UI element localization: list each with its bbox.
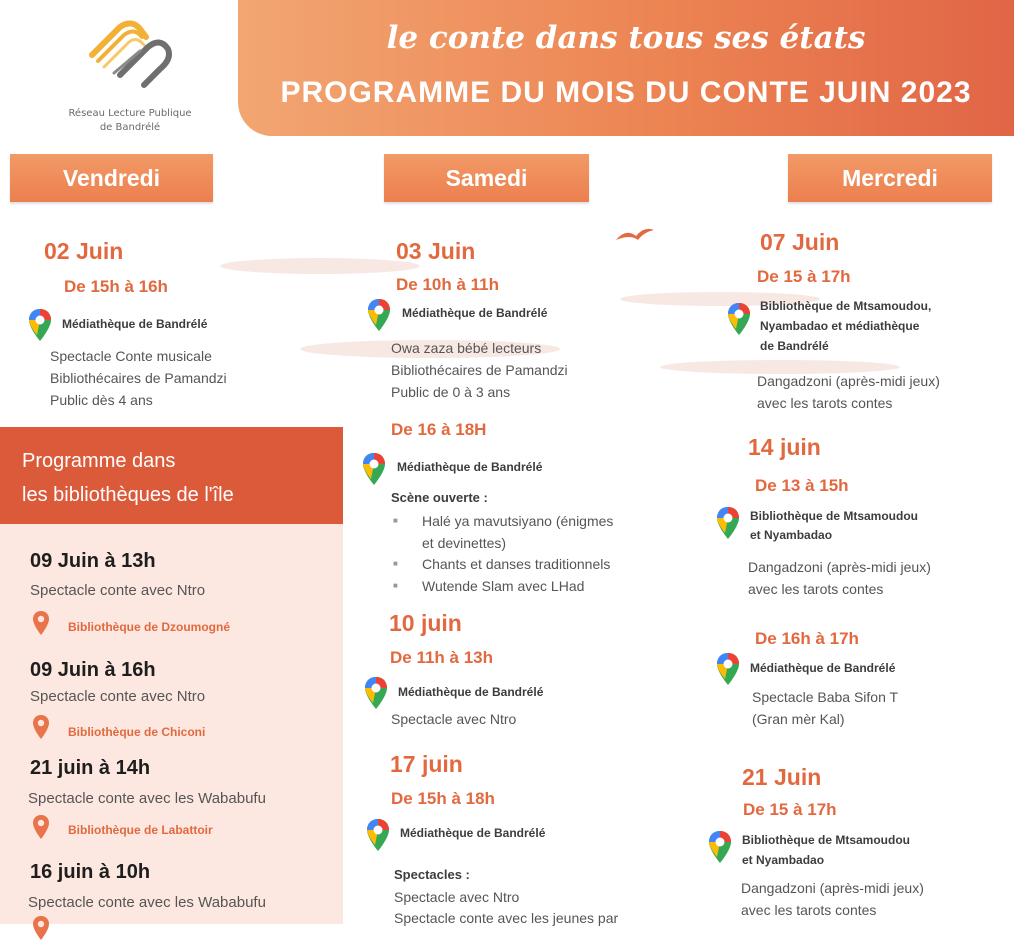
wed-time-1: De 15 à 17h [757,267,851,286]
sat-venue-3: Médiathèque de Bandrélé [398,685,544,699]
map-pin-icon [716,652,740,686]
sat-time-2: De 16 à 18H [391,420,487,439]
sat-desc-4-3: Spectacle conte avec les jeunes par [394,910,619,926]
island-programme-header [0,427,343,524]
header-banner [238,0,1014,136]
sat-time-4: De 15h à 18h [391,789,495,808]
island-event-1-date: 09 Juin à 13h [30,550,156,572]
island-title-line1: Programme dans [22,450,176,472]
wed-desc-1-2: avec les tarots contes [757,395,893,411]
day-saturday: Samedi [384,154,589,202]
island-event-2-date: 09 Juin à 16h [30,659,156,681]
map-pin-icon [28,308,52,342]
sat-desc-3: Spectacle avec Ntro [391,711,517,727]
sat-time-1: De 10h à 11h [396,275,500,294]
day-friday: Vendredi [10,154,213,202]
wed-desc-3-1: Spectacle Baba Sifon T [752,689,899,705]
sat-date-3: 10 juin [389,610,462,636]
wed-venue-4-1: Bibliothèque de Mtsamoudou [742,833,910,847]
banner-main-title: PROGRAMME DU MOIS DU CONTE JUIN 2023 [280,76,972,109]
wed-desc-4-2: avec les tarots contes [741,902,877,918]
location-pin-icon [32,714,50,740]
island-event-1-desc: Spectacle conte avec Ntro [30,582,206,599]
wed-venue-1-1: Bibliothèque de Mtsamoudou, [760,299,932,313]
sat-desc-4-1: Spectacles : [394,867,470,882]
wed-date-2: 14 juin [748,434,821,460]
background-wisp [220,258,420,274]
wed-time-3: De 16h à 17h [755,629,859,648]
map-pin-icon [366,818,390,852]
map-pin-icon [708,830,732,864]
map-pin-icon [727,302,751,336]
sat-desc-1-3: Public de 0 à 3 ans [391,384,511,400]
sat-open-stage-heading: Scène ouverte : [391,490,488,505]
wed-venue-3: Médiathèque de Bandrélé [750,661,896,675]
sat-venue-1: Médiathèque de Bandrélé [402,306,548,320]
wed-desc-2-1: Dangadzoni (après-midi jeux) [748,559,931,575]
sat-date-4: 17 juin [390,751,463,777]
bullet-icon: ■ [393,581,398,590]
map-pin-icon [362,452,386,486]
map-pin-icon [367,298,391,332]
wed-date-1: 07 Juin [760,229,840,255]
sat-desc-1-2: Bibliothécaires de Pamandzi [391,362,568,378]
island-title-line2: les bibliothèques de l'île [22,484,234,506]
island-event-4-desc: Spectacle conte avec les Wababufu [28,894,266,911]
book-logo-icon [40,15,220,105]
sat-venue-2: Médiathèque de Bandrélé [397,460,543,474]
wed-desc-3-2: (Gran mèr Kal) [752,711,845,727]
sat-bullet-2: Chants et danses traditionnels [422,556,611,572]
bird-icon [614,224,656,244]
island-event-4-date: 16 juin à 10h [30,861,151,883]
logo-line1: Réseau Lecture Publique [68,108,192,119]
wed-desc-2-2: avec les tarots contes [748,581,884,597]
wed-date-4: 21 Juin [742,764,822,790]
wed-desc-4-1: Dangadzoni (après-midi jeux) [741,880,924,896]
map-pin-icon [364,676,388,710]
wed-venue-4-2: et Nyambadao [742,853,825,867]
friday-venue: Médiathèque de Bandrélé [62,317,208,331]
sat-time-3: De 11h à 13h [390,648,494,667]
sat-bullet-1-cont: et devinettes) [422,535,507,551]
friday-date: 02 Juin [44,238,124,264]
island-event-3-venue: Bibliothèque de Labattoir [68,823,213,837]
sat-desc-1-1: Owa zaza bébé lecteurs [391,340,542,356]
friday-desc-3: Public dès 4 ans [50,392,153,408]
banner-script-title: le conte dans tous ses états [386,20,866,56]
island-event-1-venue: Bibliothèque de Dzoumogné [68,620,230,634]
island-event-3-desc: Spectacle conte avec les Wababufu [28,790,266,807]
island-event-3-date: 21 juin à 14h [30,757,151,779]
wed-time-4: De 15 à 17h [743,800,837,819]
sat-desc-4-2: Spectacle avec Ntro [394,889,520,905]
sat-date-1: 03 Juin [396,238,476,264]
wed-venue-1-3: de Bandrélé [760,339,829,353]
day-wednesday: Mercredi [788,154,992,202]
island-event-2-venue: Bibliothèque de Chiconi [68,725,206,739]
wed-venue-1-2: Nyambadao et médiathèque [760,319,920,333]
logo-line2: de Bandrélé [99,122,161,133]
location-pin-icon [32,814,50,840]
location-pin-icon [32,610,50,636]
map-pin-icon [716,506,740,540]
bullet-icon: ■ [393,559,398,568]
friday-desc-2: Bibliothécaires de Pamandzi [50,370,227,386]
wed-time-2: De 13 à 15h [755,476,849,495]
wed-venue-2-1: Bibliothèque de Mtsamoudou [750,509,918,523]
location-pin-icon [32,915,50,941]
wed-desc-1-1: Dangadzoni (après-midi jeux) [757,373,940,389]
friday-time: De 15h à 16h [64,277,168,296]
bullet-icon: ■ [393,516,398,525]
sat-bullet-3: Wutende Slam avec LHad [422,578,585,594]
friday-desc-1: Spectacle Conte musicale [50,348,212,364]
logo [40,15,220,140]
wed-venue-2-2: et Nyambadao [750,528,833,542]
sat-venue-4: Médiathèque de Bandrélé [400,826,546,840]
island-event-2-desc: Spectacle conte avec Ntro [30,688,206,705]
sat-bullet-1: Halé ya mavutsiyano (énigmes [422,513,614,529]
